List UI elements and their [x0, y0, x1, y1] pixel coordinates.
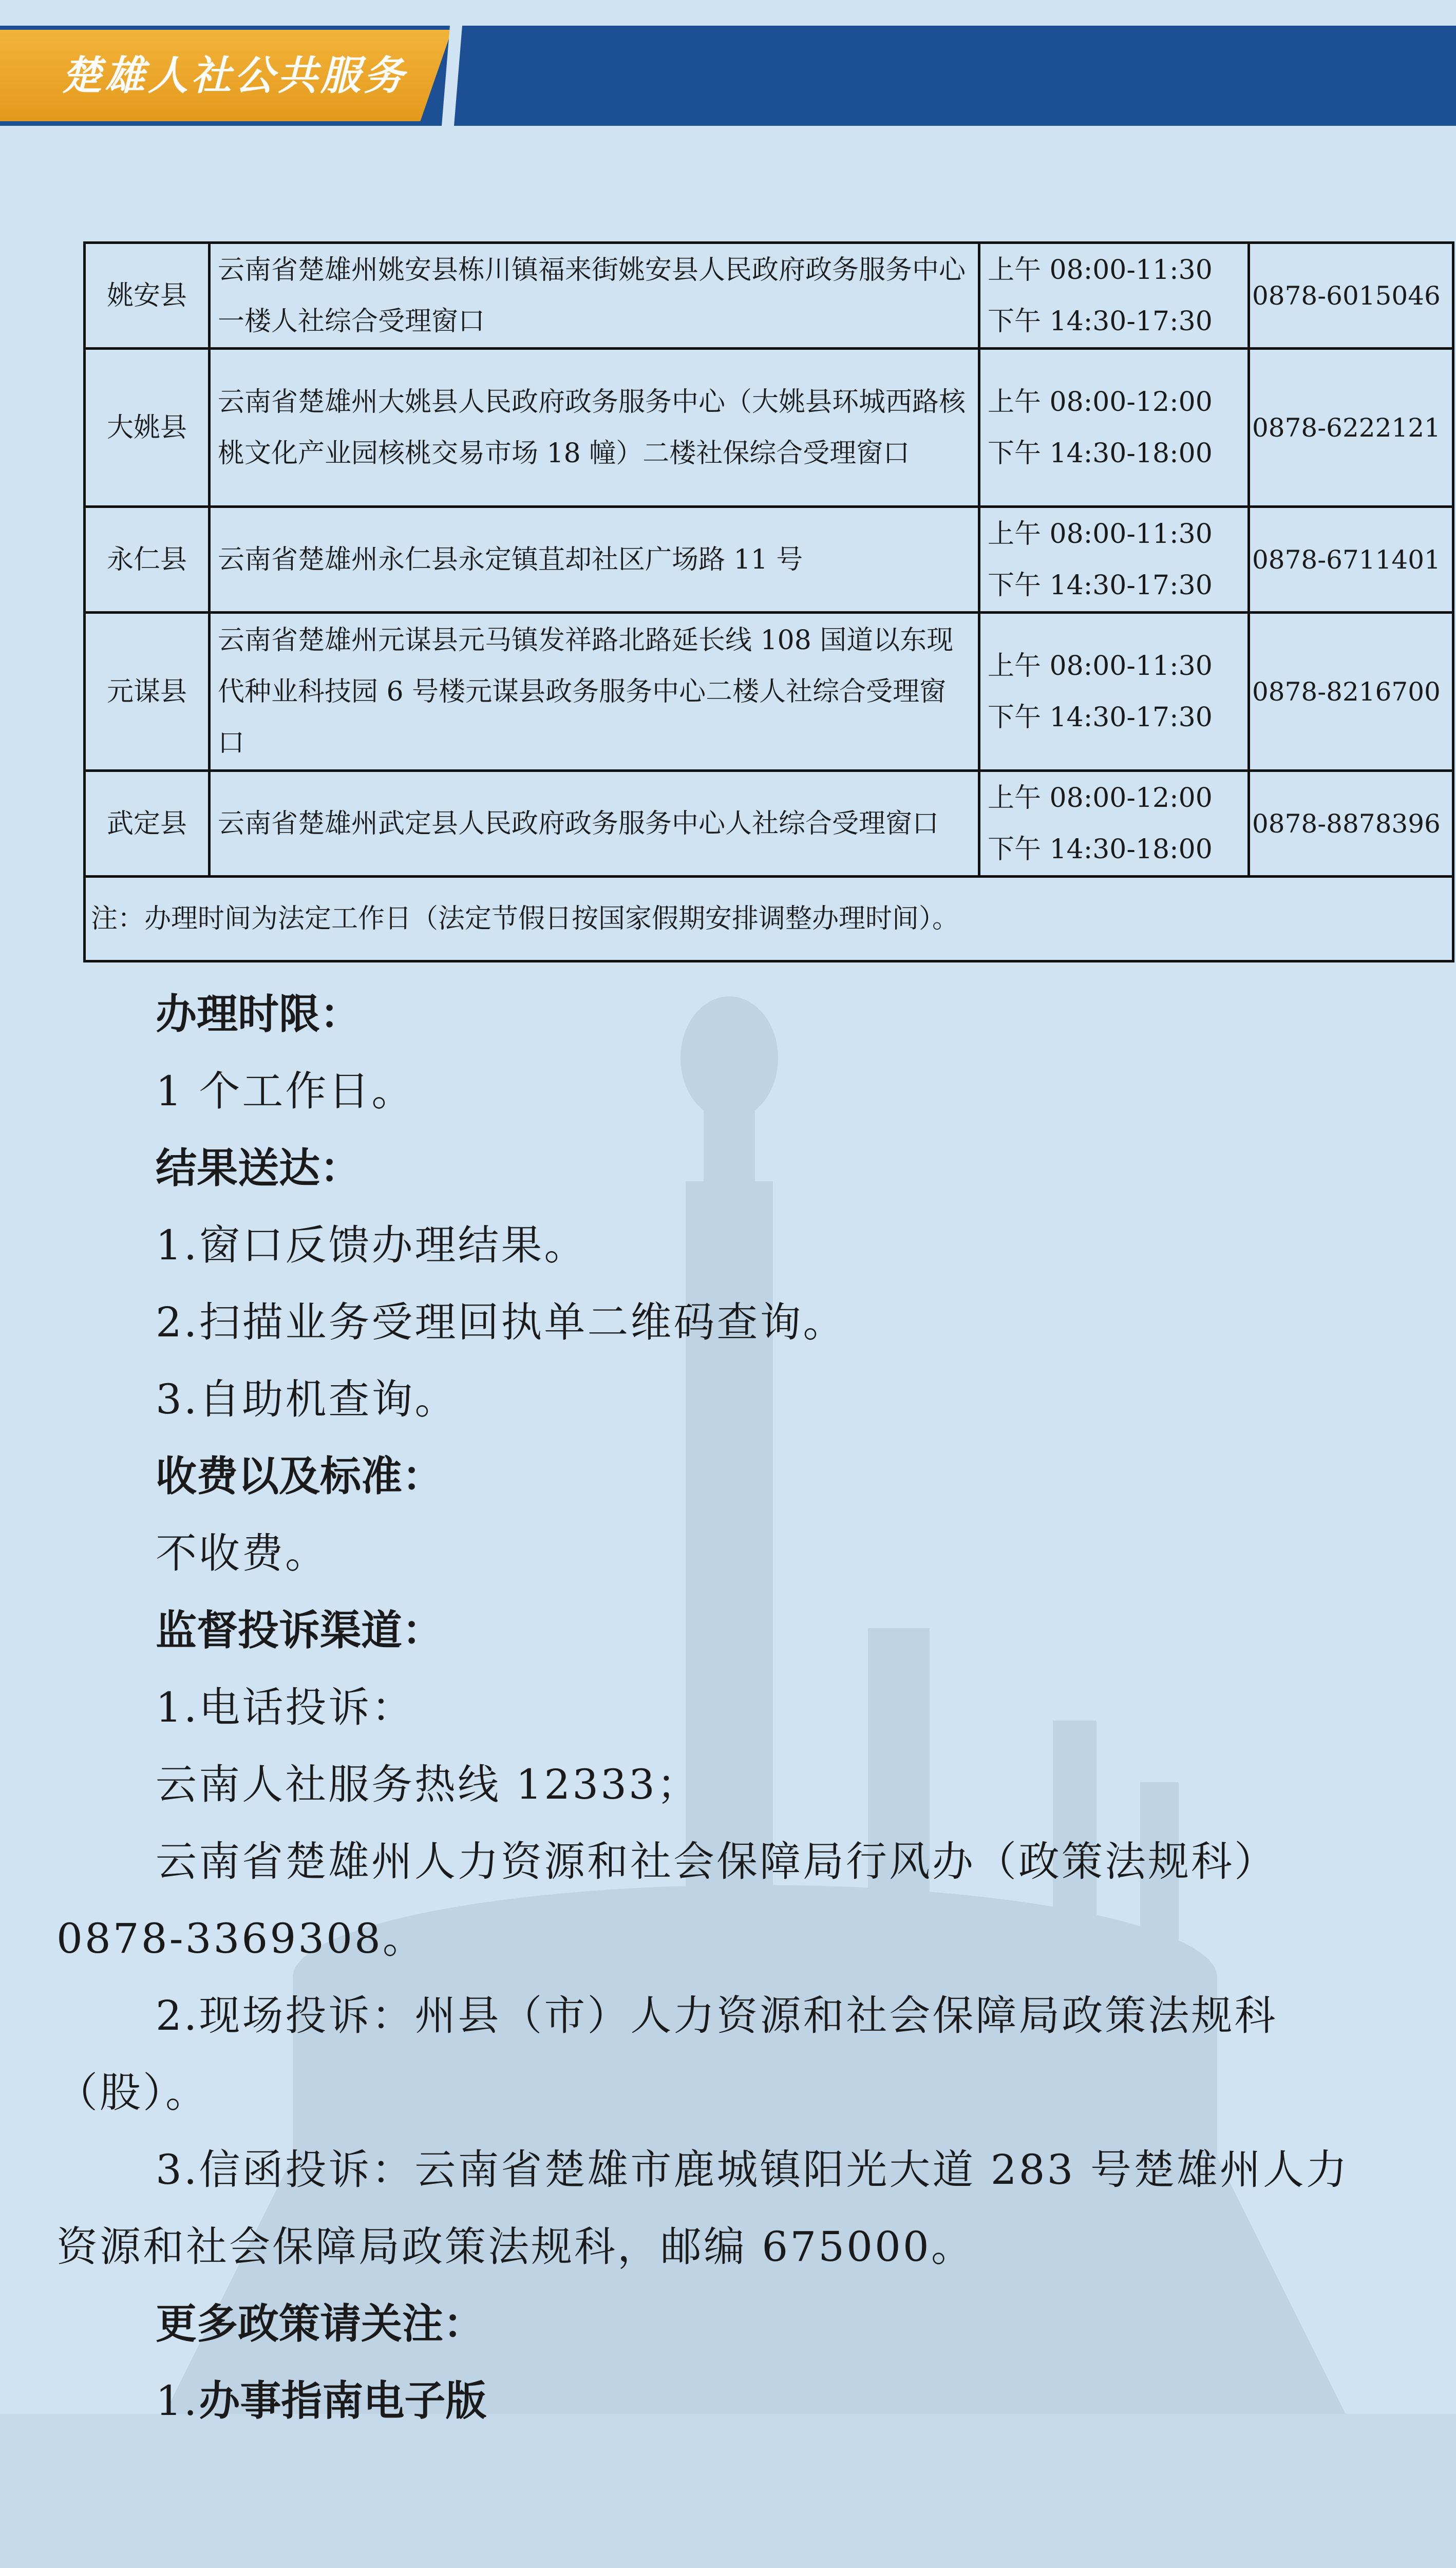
morning-hours: 上午 08:00-11:30 — [988, 650, 1213, 682]
afternoon-hours: 下午 14:30-18:00 — [988, 834, 1213, 865]
header-title: 楚雄人社公共服务 — [62, 53, 407, 99]
onsite-complaint-text: 2.现场投诉：州县（市）人力资源和社会保障局政策法规科（股）。 — [56, 1992, 1278, 2117]
phone-cell: 0878-8216700 — [1249, 613, 1453, 771]
result-item: 2.扫描业务受理回执单二维码查询。 — [156, 1298, 846, 1346]
hours-cell — [979, 613, 1249, 771]
table-note-row — [85, 877, 1453, 961]
result-item: 1.窗口反馈办理结果。 — [156, 1221, 588, 1269]
county-cell: 永仁县 — [85, 507, 210, 613]
table-row — [85, 349, 1453, 507]
afternoon-hours: 下午 14:30-18:00 — [988, 438, 1213, 469]
guide-link-number: 1. — [156, 2377, 199, 2425]
county-cell: 元谋县 — [85, 613, 210, 771]
morning-hours: 上午 08:00-11:30 — [988, 254, 1213, 286]
table-row — [85, 613, 1453, 771]
morning-hours: 上午 08:00-12:00 — [988, 782, 1213, 814]
address-cell: 云南省楚雄州武定县人民政府政务服务中心人社综合受理窗口 — [210, 771, 979, 877]
phone-cell: 0878-6015046 — [1249, 243, 1453, 349]
hours-cell — [979, 349, 1249, 507]
morning-hours: 上午 08:00-12:00 — [988, 386, 1213, 418]
afternoon-hours: 下午 14:30-17:30 — [988, 570, 1213, 601]
time-limit-heading: 办理时限： — [156, 990, 361, 1038]
phone-cell: 0878-6711401 — [1249, 507, 1453, 613]
time-limit-text: 1 个工作日。 — [156, 1067, 415, 1115]
complaint-heading: 监督投诉渠道： — [156, 1607, 443, 1654]
hotline-text: 云南人社服务热线 12333； — [156, 1761, 700, 1808]
address-cell: 云南省楚雄州元谋县元马镇发祥路北路延长线 108 国道以东现代种业科技园 6 号楼元谋县政务服务中心二楼人社综合受理窗口 — [210, 613, 979, 771]
morning-hours: 上午 08:00-11:30 — [988, 518, 1213, 550]
table-note: 注：办理时间为法定工作日（法定节假日按国家假期安排调整办理时间）。 — [85, 877, 1453, 961]
result-heading: 结果送达： — [156, 1144, 361, 1192]
table-row — [85, 507, 1453, 613]
address-cell: 云南省楚雄州姚安县栋川镇福来街姚安县人民政府政务服务中心一楼人社综合受理窗口 — [210, 243, 979, 349]
table-row — [85, 243, 1453, 349]
guide-link-line — [56, 2363, 1392, 2440]
county-cell: 大姚县 — [85, 349, 210, 507]
phone-cell: 0878-8878396 — [1249, 771, 1453, 877]
phone-complaint-title: 1.电话投诉： — [156, 1684, 415, 1731]
header — [0, 26, 1456, 126]
hours-cell — [979, 507, 1249, 613]
phone-cell: 0878-6222121 — [1249, 349, 1453, 507]
guide-content — [56, 976, 1392, 2440]
table-row — [85, 771, 1453, 877]
fee-text: 不收费。 — [156, 1530, 328, 1577]
result-item: 3.自助机查询。 — [156, 1375, 458, 1423]
service-window-table — [83, 241, 1454, 962]
office-complaint-text: 云南省楚雄州人力资源和社会保障局行风办（政策法规科）0878-3369308。 — [56, 1838, 1277, 1962]
afternoon-hours: 下午 14:30-17:30 — [988, 306, 1213, 337]
electronic-guide-link[interactable]: 办事指南电子版 — [199, 2377, 487, 2425]
hours-cell — [979, 771, 1249, 877]
hours-cell — [979, 243, 1249, 349]
more-policy-heading: 更多政策请关注： — [156, 2300, 484, 2348]
address-cell: 云南省楚雄州大姚县人民政府政务服务中心（大姚县环城西路核桃文化产业园核桃交易市场 18 幢）二楼社保综合受理窗口 — [210, 349, 979, 507]
fee-heading: 收费以及标准： — [156, 1452, 443, 1500]
county-cell: 武定县 — [85, 771, 210, 877]
address-cell: 云南省楚雄州永仁县永定镇苴却社区广场路 11 号 — [210, 507, 979, 613]
county-cell: 姚安县 — [85, 243, 210, 349]
afternoon-hours: 下午 14:30-17:30 — [988, 702, 1213, 733]
letter-complaint-text: 3.信函投诉：云南省楚雄市鹿城镇阳光大道 283 号楚雄州人力资源和社会保障局政策法规科，邮编 675000。 — [56, 2146, 1349, 2271]
